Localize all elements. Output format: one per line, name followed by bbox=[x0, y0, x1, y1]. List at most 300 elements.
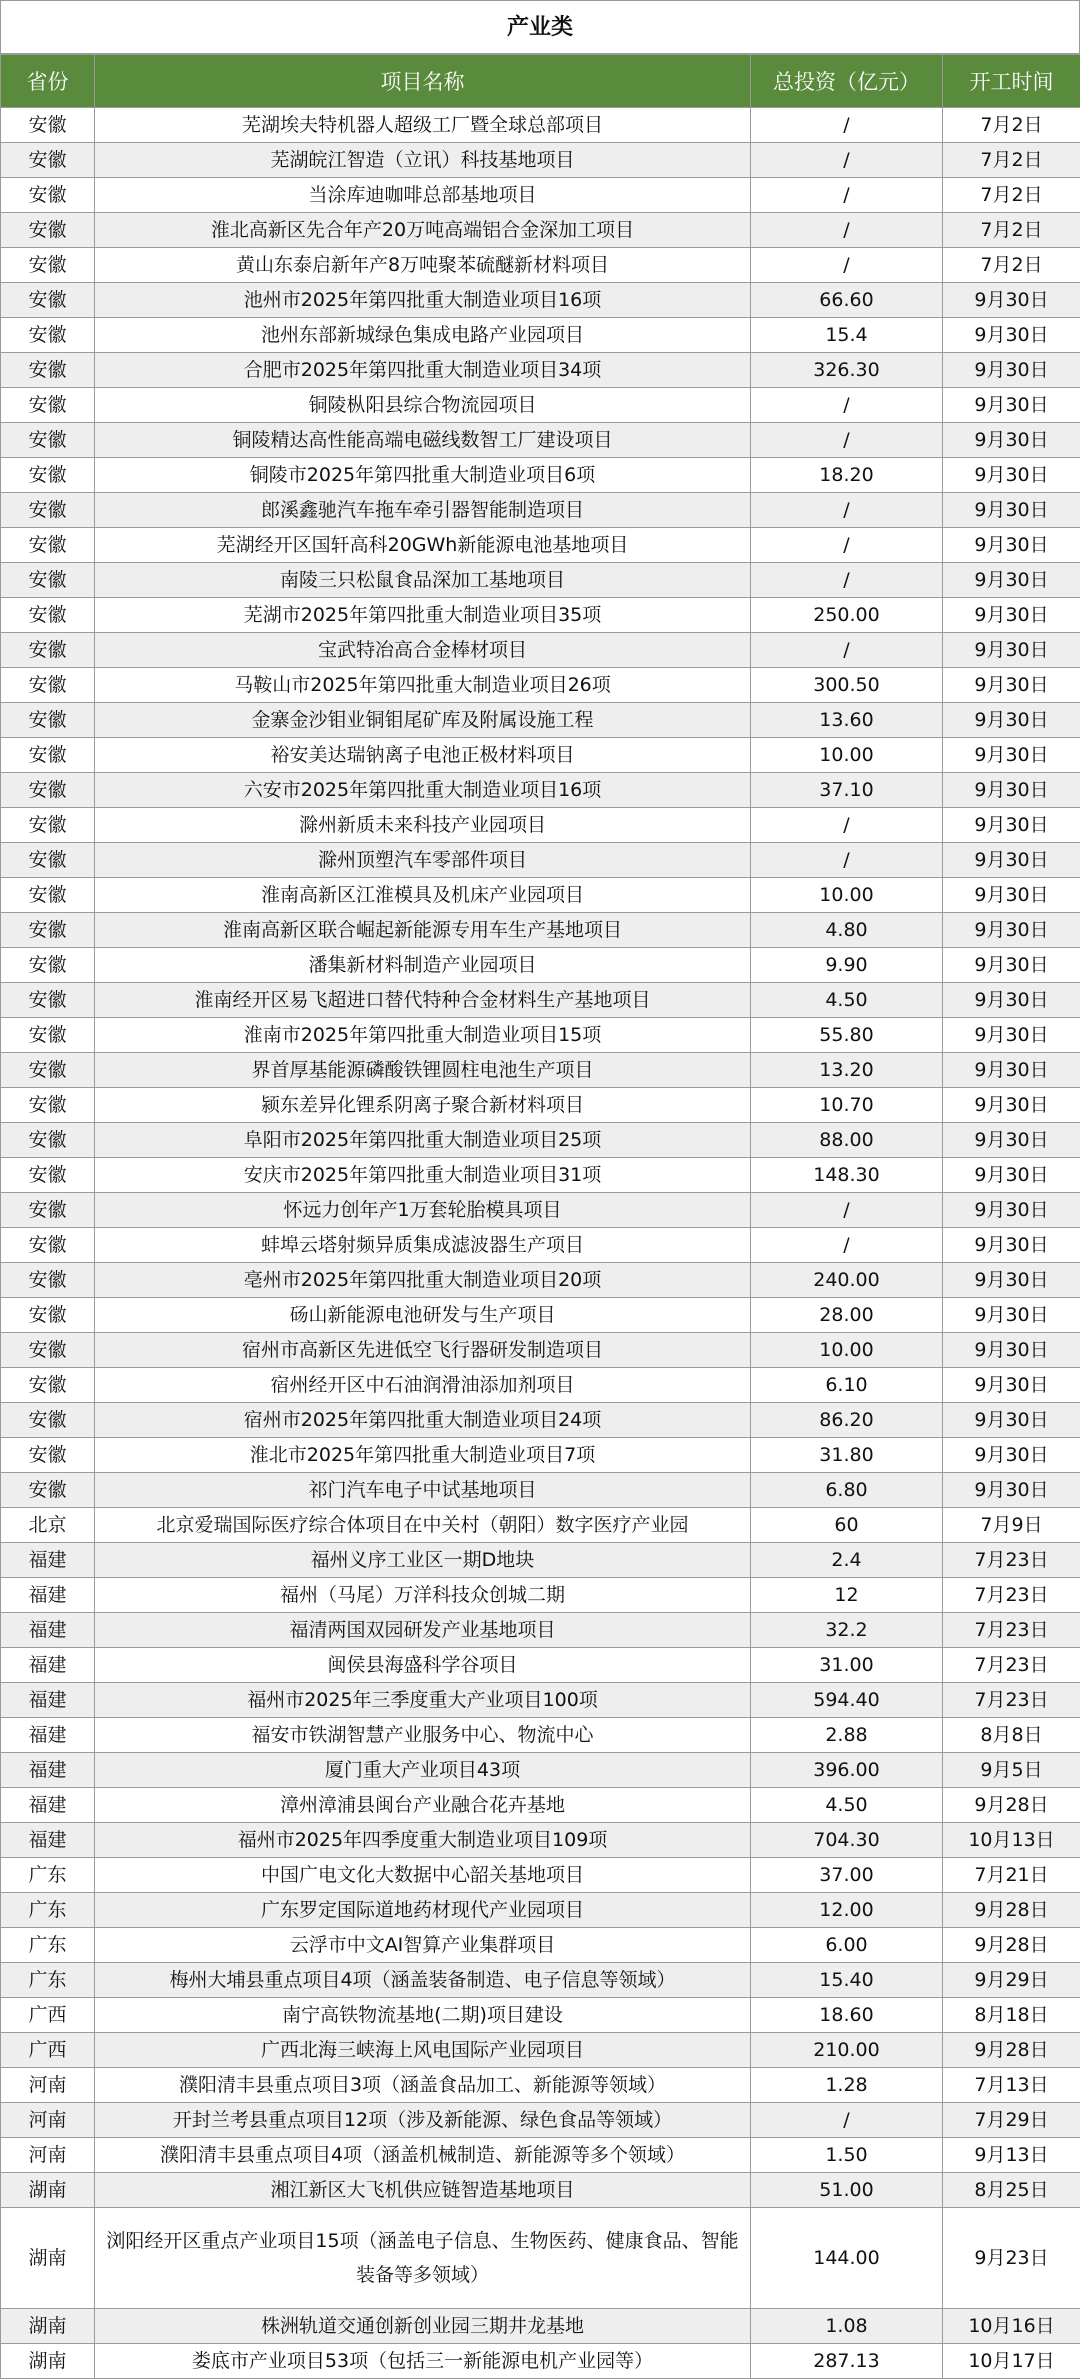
table-row bbox=[1, 563, 1080, 598]
cell-total-investment: / bbox=[751, 248, 943, 283]
table-row bbox=[1, 2033, 1080, 2068]
table-row bbox=[1, 1053, 1080, 1088]
cell-province: 安徽 bbox=[1, 1438, 95, 1473]
cell-project-name: 广西北海三峡海上风电国际产业园项目 bbox=[95, 2033, 751, 2068]
cell-province: 河南 bbox=[1, 2103, 95, 2138]
cell-start-date: 9月30日 bbox=[943, 738, 1080, 773]
cell-total-investment: 15.40 bbox=[751, 1963, 943, 1998]
cell-province: 安徽 bbox=[1, 738, 95, 773]
cell-project-name: 池州东部新城绿色集成电路产业园项目 bbox=[95, 318, 751, 353]
cell-province: 安徽 bbox=[1, 1088, 95, 1123]
cell-province: 安徽 bbox=[1, 1193, 95, 1228]
cell-start-date: 9月30日 bbox=[943, 1263, 1080, 1298]
cell-project-name: 福州义序工业区一期D地块 bbox=[95, 1543, 751, 1578]
cell-project-name: 黄山东泰启新年产8万吨聚苯硫醚新材料项目 bbox=[95, 248, 751, 283]
cell-province: 福建 bbox=[1, 1578, 95, 1613]
cell-start-date: 9月30日 bbox=[943, 283, 1080, 318]
table-row bbox=[1, 1683, 1080, 1718]
cell-province: 安徽 bbox=[1, 913, 95, 948]
table-row bbox=[1, 1823, 1080, 1858]
cell-total-investment: / bbox=[751, 108, 943, 143]
cell-total-investment: 300.50 bbox=[751, 668, 943, 703]
cell-project-name: 濮阳清丰县重点项目3项（涵盖食品加工、新能源等领域） bbox=[95, 2068, 751, 2103]
table-row bbox=[1, 1893, 1080, 1928]
cell-start-date: 9月28日 bbox=[943, 1893, 1080, 1928]
cell-total-investment: 88.00 bbox=[751, 1123, 943, 1158]
table-row bbox=[1, 1788, 1080, 1823]
cell-project-name: 淮南高新区江淮模具及机床产业园项目 bbox=[95, 878, 751, 913]
cell-total-investment: 2.88 bbox=[751, 1718, 943, 1753]
cell-project-name: 合肥市2025年第四批重大制造业项目34项 bbox=[95, 353, 751, 388]
cell-project-name: 湘江新区大飞机供应链智造基地项目 bbox=[95, 2173, 751, 2208]
cell-total-investment: / bbox=[751, 143, 943, 178]
cell-total-investment: 1.08 bbox=[751, 2309, 943, 2344]
table-row bbox=[1, 1858, 1080, 1893]
table-row bbox=[1, 2103, 1080, 2138]
table-row bbox=[1, 2344, 1080, 2379]
cell-province: 福建 bbox=[1, 1648, 95, 1683]
cell-province: 安徽 bbox=[1, 178, 95, 213]
cell-total-investment: 326.30 bbox=[751, 353, 943, 388]
table-title: 产业类 bbox=[0, 0, 1080, 54]
cell-project-name: 株洲轨道交通创新创业园三期井龙基地 bbox=[95, 2309, 751, 2344]
cell-start-date: 7月9日 bbox=[943, 1508, 1080, 1543]
table-row bbox=[1, 2309, 1080, 2344]
cell-start-date: 9月30日 bbox=[943, 913, 1080, 948]
cell-province: 福建 bbox=[1, 1718, 95, 1753]
cell-start-date: 9月30日 bbox=[943, 1158, 1080, 1193]
cell-project-name: 浏阳经开区重点产业项目15项（涵盖电子信息、生物医药、健康食品、智能装备等多领域） bbox=[95, 2208, 751, 2309]
cell-project-name: 中国广电文化大数据中心韶关基地项目 bbox=[95, 1858, 751, 1893]
cell-start-date: 7月2日 bbox=[943, 143, 1080, 178]
cell-province: 安徽 bbox=[1, 1123, 95, 1158]
cell-province: 安徽 bbox=[1, 983, 95, 1018]
cell-province: 安徽 bbox=[1, 1403, 95, 1438]
projects-table bbox=[0, 54, 1080, 2379]
cell-project-name: 宿州经开区中石油润滑油添加剂项目 bbox=[95, 1368, 751, 1403]
cell-total-investment: / bbox=[751, 633, 943, 668]
table-row bbox=[1, 1718, 1080, 1753]
table-row bbox=[1, 773, 1080, 808]
cell-start-date: 9月30日 bbox=[943, 983, 1080, 1018]
cell-start-date: 8月18日 bbox=[943, 1998, 1080, 2033]
table-row bbox=[1, 983, 1080, 1018]
cell-total-investment: 1.50 bbox=[751, 2138, 943, 2173]
cell-project-name: 福安市铁湖智慧产业服务中心、物流中心 bbox=[95, 1718, 751, 1753]
table-row bbox=[1, 1403, 1080, 1438]
cell-province: 河南 bbox=[1, 2068, 95, 2103]
cell-province: 安徽 bbox=[1, 1263, 95, 1298]
cell-project-name: 祁门汽车电子中试基地项目 bbox=[95, 1473, 751, 1508]
cell-project-name: 福州（马尾）万洋科技众创城二期 bbox=[95, 1578, 751, 1613]
cell-start-date: 7月2日 bbox=[943, 248, 1080, 283]
table-row bbox=[1, 248, 1080, 283]
table-row bbox=[1, 1228, 1080, 1263]
cell-total-investment: 10.00 bbox=[751, 878, 943, 913]
cell-province: 安徽 bbox=[1, 563, 95, 598]
cell-province: 安徽 bbox=[1, 1473, 95, 1508]
cell-project-name: 滁州顶塑汽车零部件项目 bbox=[95, 843, 751, 878]
cell-project-name: 濮阳清丰县重点项目4项（涵盖机械制造、新能源等多个领域） bbox=[95, 2138, 751, 2173]
cell-project-name: 娄底市产业项目53项（包括三一新能源电机产业园等） bbox=[95, 2344, 751, 2379]
cell-province: 广东 bbox=[1, 1928, 95, 1963]
cell-start-date: 9月30日 bbox=[943, 1438, 1080, 1473]
cell-total-investment: 32.2 bbox=[751, 1613, 943, 1648]
cell-total-investment: / bbox=[751, 843, 943, 878]
cell-start-date: 9月30日 bbox=[943, 843, 1080, 878]
table-row bbox=[1, 1298, 1080, 1333]
cell-project-name: 宝武特冶高合金棒材项目 bbox=[95, 633, 751, 668]
cell-province: 安徽 bbox=[1, 1333, 95, 1368]
cell-start-date: 7月21日 bbox=[943, 1858, 1080, 1893]
table-row bbox=[1, 1613, 1080, 1648]
table-row bbox=[1, 913, 1080, 948]
cell-province: 安徽 bbox=[1, 108, 95, 143]
cell-province: 安徽 bbox=[1, 353, 95, 388]
cell-total-investment: 6.10 bbox=[751, 1368, 943, 1403]
cell-province: 安徽 bbox=[1, 318, 95, 353]
cell-start-date: 9月30日 bbox=[943, 1333, 1080, 1368]
table-row bbox=[1, 178, 1080, 213]
cell-project-name: 界首厚基能源磷酸铁锂圆柱电池生产项目 bbox=[95, 1053, 751, 1088]
cell-province: 福建 bbox=[1, 1753, 95, 1788]
table-row bbox=[1, 493, 1080, 528]
cell-total-investment: 18.20 bbox=[751, 458, 943, 493]
table-row bbox=[1, 1438, 1080, 1473]
cell-start-date: 9月30日 bbox=[943, 1053, 1080, 1088]
cell-total-investment: 28.00 bbox=[751, 1298, 943, 1333]
table-row bbox=[1, 108, 1080, 143]
cell-project-name: 颍东差异化锂系阴离子聚合新材料项目 bbox=[95, 1088, 751, 1123]
cell-start-date: 10月17日 bbox=[943, 2344, 1080, 2379]
table-row bbox=[1, 1333, 1080, 1368]
cell-total-investment: / bbox=[751, 493, 943, 528]
table-row bbox=[1, 1648, 1080, 1683]
cell-province: 安徽 bbox=[1, 1158, 95, 1193]
cell-province: 福建 bbox=[1, 1613, 95, 1648]
cell-province: 安徽 bbox=[1, 283, 95, 318]
cell-total-investment: / bbox=[751, 388, 943, 423]
cell-project-name: 阜阳市2025年第四批重大制造业项目25项 bbox=[95, 1123, 751, 1158]
cell-start-date: 9月30日 bbox=[943, 1123, 1080, 1158]
cell-total-investment: 10.70 bbox=[751, 1088, 943, 1123]
cell-total-investment: 210.00 bbox=[751, 2033, 943, 2068]
cell-start-date: 8月8日 bbox=[943, 1718, 1080, 1753]
cell-province: 湖南 bbox=[1, 2344, 95, 2379]
cell-project-name: 潘集新材料制造产业园项目 bbox=[95, 948, 751, 983]
cell-total-investment: 15.4 bbox=[751, 318, 943, 353]
cell-project-name: 闽侯县海盛科学谷项目 bbox=[95, 1648, 751, 1683]
cell-province: 安徽 bbox=[1, 1228, 95, 1263]
cell-province: 湖南 bbox=[1, 2309, 95, 2344]
cell-province: 广东 bbox=[1, 1963, 95, 1998]
cell-total-investment: 594.40 bbox=[751, 1683, 943, 1718]
cell-province: 安徽 bbox=[1, 808, 95, 843]
cell-start-date: 9月30日 bbox=[943, 1088, 1080, 1123]
cell-total-investment: 9.90 bbox=[751, 948, 943, 983]
cell-total-investment: 55.80 bbox=[751, 1018, 943, 1053]
table-row bbox=[1, 2173, 1080, 2208]
table-row bbox=[1, 1473, 1080, 1508]
cell-total-investment: 51.00 bbox=[751, 2173, 943, 2208]
table-row bbox=[1, 1998, 1080, 2033]
cell-total-investment: 37.00 bbox=[751, 1858, 943, 1893]
cell-province: 安徽 bbox=[1, 948, 95, 983]
cell-total-investment: 86.20 bbox=[751, 1403, 943, 1438]
cell-total-investment: 396.00 bbox=[751, 1753, 943, 1788]
cell-province: 安徽 bbox=[1, 528, 95, 563]
cell-start-date: 9月30日 bbox=[943, 703, 1080, 738]
table-row bbox=[1, 388, 1080, 423]
cell-project-name: 芜湖市2025年第四批重大制造业项目35项 bbox=[95, 598, 751, 633]
header-row bbox=[1, 55, 1080, 108]
cell-total-investment: 6.80 bbox=[751, 1473, 943, 1508]
table-row bbox=[1, 2138, 1080, 2173]
cell-start-date: 9月30日 bbox=[943, 1018, 1080, 1053]
cell-province: 安徽 bbox=[1, 878, 95, 913]
cell-project-name: 怀远力创年产1万套轮胎模具项目 bbox=[95, 1193, 751, 1228]
cell-start-date: 7月2日 bbox=[943, 108, 1080, 143]
cell-total-investment: 13.60 bbox=[751, 703, 943, 738]
cell-project-name: 南宁高铁物流基地(二期)项目建设 bbox=[95, 1998, 751, 2033]
cell-total-investment: 704.30 bbox=[751, 1823, 943, 1858]
cell-total-investment: / bbox=[751, 808, 943, 843]
cell-province: 安徽 bbox=[1, 703, 95, 738]
table-row bbox=[1, 1088, 1080, 1123]
cell-start-date: 9月30日 bbox=[943, 458, 1080, 493]
cell-project-name: 宿州市高新区先进低空飞行器研发制造项目 bbox=[95, 1333, 751, 1368]
cell-project-name: 广东罗定国际道地药材现代产业园项目 bbox=[95, 1893, 751, 1928]
table-row bbox=[1, 1368, 1080, 1403]
table-row bbox=[1, 1543, 1080, 1578]
table-row bbox=[1, 213, 1080, 248]
cell-start-date: 9月30日 bbox=[943, 318, 1080, 353]
cell-start-date: 9月30日 bbox=[943, 948, 1080, 983]
cell-province: 安徽 bbox=[1, 1053, 95, 1088]
cell-total-investment: / bbox=[751, 423, 943, 458]
cell-total-investment: / bbox=[751, 1228, 943, 1263]
cell-project-name: 云浮市中文AI智算产业集群项目 bbox=[95, 1928, 751, 1963]
cell-total-investment: 18.60 bbox=[751, 1998, 943, 2033]
table-row bbox=[1, 738, 1080, 773]
header-project-name: 项目名称 bbox=[95, 55, 751, 108]
cell-project-name: 福州市2025年四季度重大制造业项目109项 bbox=[95, 1823, 751, 1858]
cell-total-investment: 13.20 bbox=[751, 1053, 943, 1088]
table-row bbox=[1, 1928, 1080, 1963]
cell-start-date: 9月30日 bbox=[943, 493, 1080, 528]
cell-province: 湖南 bbox=[1, 2208, 95, 2309]
cell-total-investment: / bbox=[751, 178, 943, 213]
cell-province: 河南 bbox=[1, 2138, 95, 2173]
table-row bbox=[1, 423, 1080, 458]
cell-project-name: 淮南市2025年第四批重大制造业项目15项 bbox=[95, 1018, 751, 1053]
cell-project-name: 铜陵枞阳县综合物流园项目 bbox=[95, 388, 751, 423]
cell-start-date: 9月30日 bbox=[943, 668, 1080, 703]
cell-project-name: 开封兰考县重点项目12项（涉及新能源、绿色食品等领域） bbox=[95, 2103, 751, 2138]
cell-start-date: 7月13日 bbox=[943, 2068, 1080, 2103]
cell-total-investment: 2.4 bbox=[751, 1543, 943, 1578]
table-row bbox=[1, 1193, 1080, 1228]
cell-project-name: 淮北高新区先合年产20万吨高端铝合金深加工项目 bbox=[95, 213, 751, 248]
cell-start-date: 9月13日 bbox=[943, 2138, 1080, 2173]
cell-project-name: 裕安美达瑞钠离子电池正极材料项目 bbox=[95, 738, 751, 773]
cell-province: 湖南 bbox=[1, 2173, 95, 2208]
table-row bbox=[1, 598, 1080, 633]
cell-start-date: 9月30日 bbox=[943, 1298, 1080, 1333]
cell-total-investment: 10.00 bbox=[751, 1333, 943, 1368]
table-row bbox=[1, 878, 1080, 913]
header-total-investment: 总投资（亿元） bbox=[751, 55, 943, 108]
cell-start-date: 9月30日 bbox=[943, 1473, 1080, 1508]
cell-project-name: 淮南高新区联合崛起新能源专用车生产基地项目 bbox=[95, 913, 751, 948]
cell-project-name: 北京爱瑞国际医疗综合体项目在中关村（朝阳）数字医疗产业园 bbox=[95, 1508, 751, 1543]
cell-start-date: 9月30日 bbox=[943, 1368, 1080, 1403]
cell-start-date: 9月30日 bbox=[943, 388, 1080, 423]
cell-start-date: 9月28日 bbox=[943, 1928, 1080, 1963]
cell-province: 福建 bbox=[1, 1823, 95, 1858]
table-row bbox=[1, 143, 1080, 178]
cell-start-date: 9月29日 bbox=[943, 1963, 1080, 1998]
cell-start-date: 9月30日 bbox=[943, 563, 1080, 598]
cell-province: 北京 bbox=[1, 1508, 95, 1543]
table-row bbox=[1, 2208, 1080, 2309]
cell-start-date: 7月2日 bbox=[943, 213, 1080, 248]
cell-project-name: 当涂库迪咖啡总部基地项目 bbox=[95, 178, 751, 213]
cell-province: 安徽 bbox=[1, 213, 95, 248]
cell-project-name: 芜湖皖江智造（立讯）科技基地项目 bbox=[95, 143, 751, 178]
table-row bbox=[1, 318, 1080, 353]
cell-total-investment: / bbox=[751, 563, 943, 598]
cell-project-name: 铜陵市2025年第四批重大制造业项目6项 bbox=[95, 458, 751, 493]
table-row bbox=[1, 1158, 1080, 1193]
cell-project-name: 芜湖经开区国轩高科20GWh新能源电池基地项目 bbox=[95, 528, 751, 563]
cell-project-name: 亳州市2025年第四批重大制造业项目20项 bbox=[95, 1263, 751, 1298]
table-row bbox=[1, 1963, 1080, 1998]
cell-project-name: 南陵三只松鼠食品深加工基地项目 bbox=[95, 563, 751, 598]
cell-start-date: 7月23日 bbox=[943, 1613, 1080, 1648]
table-row bbox=[1, 843, 1080, 878]
cell-province: 福建 bbox=[1, 1683, 95, 1718]
cell-project-name: 金寨金沙钼业铜钼尾矿库及附属设施工程 bbox=[95, 703, 751, 738]
cell-project-name: 安庆市2025年第四批重大制造业项目31项 bbox=[95, 1158, 751, 1193]
table-row bbox=[1, 1123, 1080, 1158]
cell-project-name: 六安市2025年第四批重大制造业项目16项 bbox=[95, 773, 751, 808]
cell-start-date: 10月16日 bbox=[943, 2309, 1080, 2344]
cell-project-name: 梅州大埔县重点项目4项（涵盖装备制造、电子信息等领域） bbox=[95, 1963, 751, 1998]
cell-total-investment: 240.00 bbox=[751, 1263, 943, 1298]
cell-province: 安徽 bbox=[1, 423, 95, 458]
table-row bbox=[1, 1578, 1080, 1613]
cell-project-name: 砀山新能源电池研发与生产项目 bbox=[95, 1298, 751, 1333]
header-start-date: 开工时间 bbox=[943, 55, 1080, 108]
cell-start-date: 7月23日 bbox=[943, 1543, 1080, 1578]
cell-project-name: 芜湖埃夫特机器人超级工厂暨全球总部项目 bbox=[95, 108, 751, 143]
cell-province: 安徽 bbox=[1, 1368, 95, 1403]
table-row bbox=[1, 528, 1080, 563]
cell-total-investment: / bbox=[751, 213, 943, 248]
cell-start-date: 9月30日 bbox=[943, 598, 1080, 633]
cell-start-date: 9月30日 bbox=[943, 1403, 1080, 1438]
cell-total-investment: 1.28 bbox=[751, 2068, 943, 2103]
cell-project-name: 福州市2025年三季度重大产业项目100项 bbox=[95, 1683, 751, 1718]
cell-province: 安徽 bbox=[1, 1298, 95, 1333]
cell-province: 安徽 bbox=[1, 143, 95, 178]
cell-start-date: 7月23日 bbox=[943, 1578, 1080, 1613]
cell-total-investment: 250.00 bbox=[751, 598, 943, 633]
cell-start-date: 7月23日 bbox=[943, 1648, 1080, 1683]
table-row bbox=[1, 458, 1080, 493]
cell-start-date: 7月29日 bbox=[943, 2103, 1080, 2138]
cell-province: 广西 bbox=[1, 2033, 95, 2068]
cell-project-name: 铜陵精达高性能高端电磁线数智工厂建设项目 bbox=[95, 423, 751, 458]
cell-province: 广东 bbox=[1, 1893, 95, 1928]
table-row bbox=[1, 633, 1080, 668]
cell-total-investment: 287.13 bbox=[751, 2344, 943, 2379]
cell-total-investment: 144.00 bbox=[751, 2208, 943, 2309]
table-row bbox=[1, 668, 1080, 703]
cell-total-investment: 37.10 bbox=[751, 773, 943, 808]
cell-province: 安徽 bbox=[1, 458, 95, 493]
table-row bbox=[1, 808, 1080, 843]
cell-province: 广西 bbox=[1, 1998, 95, 2033]
cell-total-investment: 31.00 bbox=[751, 1648, 943, 1683]
cell-start-date: 9月30日 bbox=[943, 423, 1080, 458]
cell-total-investment: 12 bbox=[751, 1578, 943, 1613]
cell-project-name: 厦门重大产业项目43项 bbox=[95, 1753, 751, 1788]
cell-province: 安徽 bbox=[1, 1018, 95, 1053]
cell-province: 安徽 bbox=[1, 633, 95, 668]
cell-province: 广东 bbox=[1, 1858, 95, 1893]
cell-total-investment: / bbox=[751, 2103, 943, 2138]
cell-start-date: 9月30日 bbox=[943, 353, 1080, 388]
table-row bbox=[1, 1263, 1080, 1298]
cell-province: 安徽 bbox=[1, 388, 95, 423]
cell-total-investment: 10.00 bbox=[751, 738, 943, 773]
cell-total-investment: 12.00 bbox=[751, 1893, 943, 1928]
cell-start-date: 9月30日 bbox=[943, 528, 1080, 563]
table-row bbox=[1, 1018, 1080, 1053]
cell-start-date: 9月30日 bbox=[943, 878, 1080, 913]
cell-start-date: 9月5日 bbox=[943, 1753, 1080, 1788]
cell-project-name: 池州市2025年第四批重大制造业项目16项 bbox=[95, 283, 751, 318]
cell-total-investment: 6.00 bbox=[751, 1928, 943, 1963]
cell-province: 安徽 bbox=[1, 773, 95, 808]
cell-province: 安徽 bbox=[1, 248, 95, 283]
cell-project-name: 郎溪鑫驰汽车拖车牵引器智能制造项目 bbox=[95, 493, 751, 528]
table-row bbox=[1, 283, 1080, 318]
cell-total-investment: / bbox=[751, 1193, 943, 1228]
cell-total-investment: 4.80 bbox=[751, 913, 943, 948]
table-row bbox=[1, 1753, 1080, 1788]
table-row bbox=[1, 948, 1080, 983]
cell-province: 安徽 bbox=[1, 493, 95, 528]
cell-total-investment: 60 bbox=[751, 1508, 943, 1543]
table-row bbox=[1, 703, 1080, 738]
table-row bbox=[1, 1508, 1080, 1543]
table-row bbox=[1, 2068, 1080, 2103]
cell-start-date: 7月23日 bbox=[943, 1683, 1080, 1718]
cell-total-investment: 4.50 bbox=[751, 983, 943, 1018]
cell-project-name: 漳州漳浦县闽台产业融合花卉基地 bbox=[95, 1788, 751, 1823]
cell-start-date: 9月30日 bbox=[943, 1193, 1080, 1228]
cell-start-date: 9月30日 bbox=[943, 1228, 1080, 1263]
cell-project-name: 马鞍山市2025年第四批重大制造业项目26项 bbox=[95, 668, 751, 703]
table-row bbox=[1, 353, 1080, 388]
cell-start-date: 9月30日 bbox=[943, 773, 1080, 808]
cell-start-date: 9月30日 bbox=[943, 808, 1080, 843]
cell-total-investment: 4.50 bbox=[751, 1788, 943, 1823]
cell-project-name: 滁州新质未来科技产业园项目 bbox=[95, 808, 751, 843]
